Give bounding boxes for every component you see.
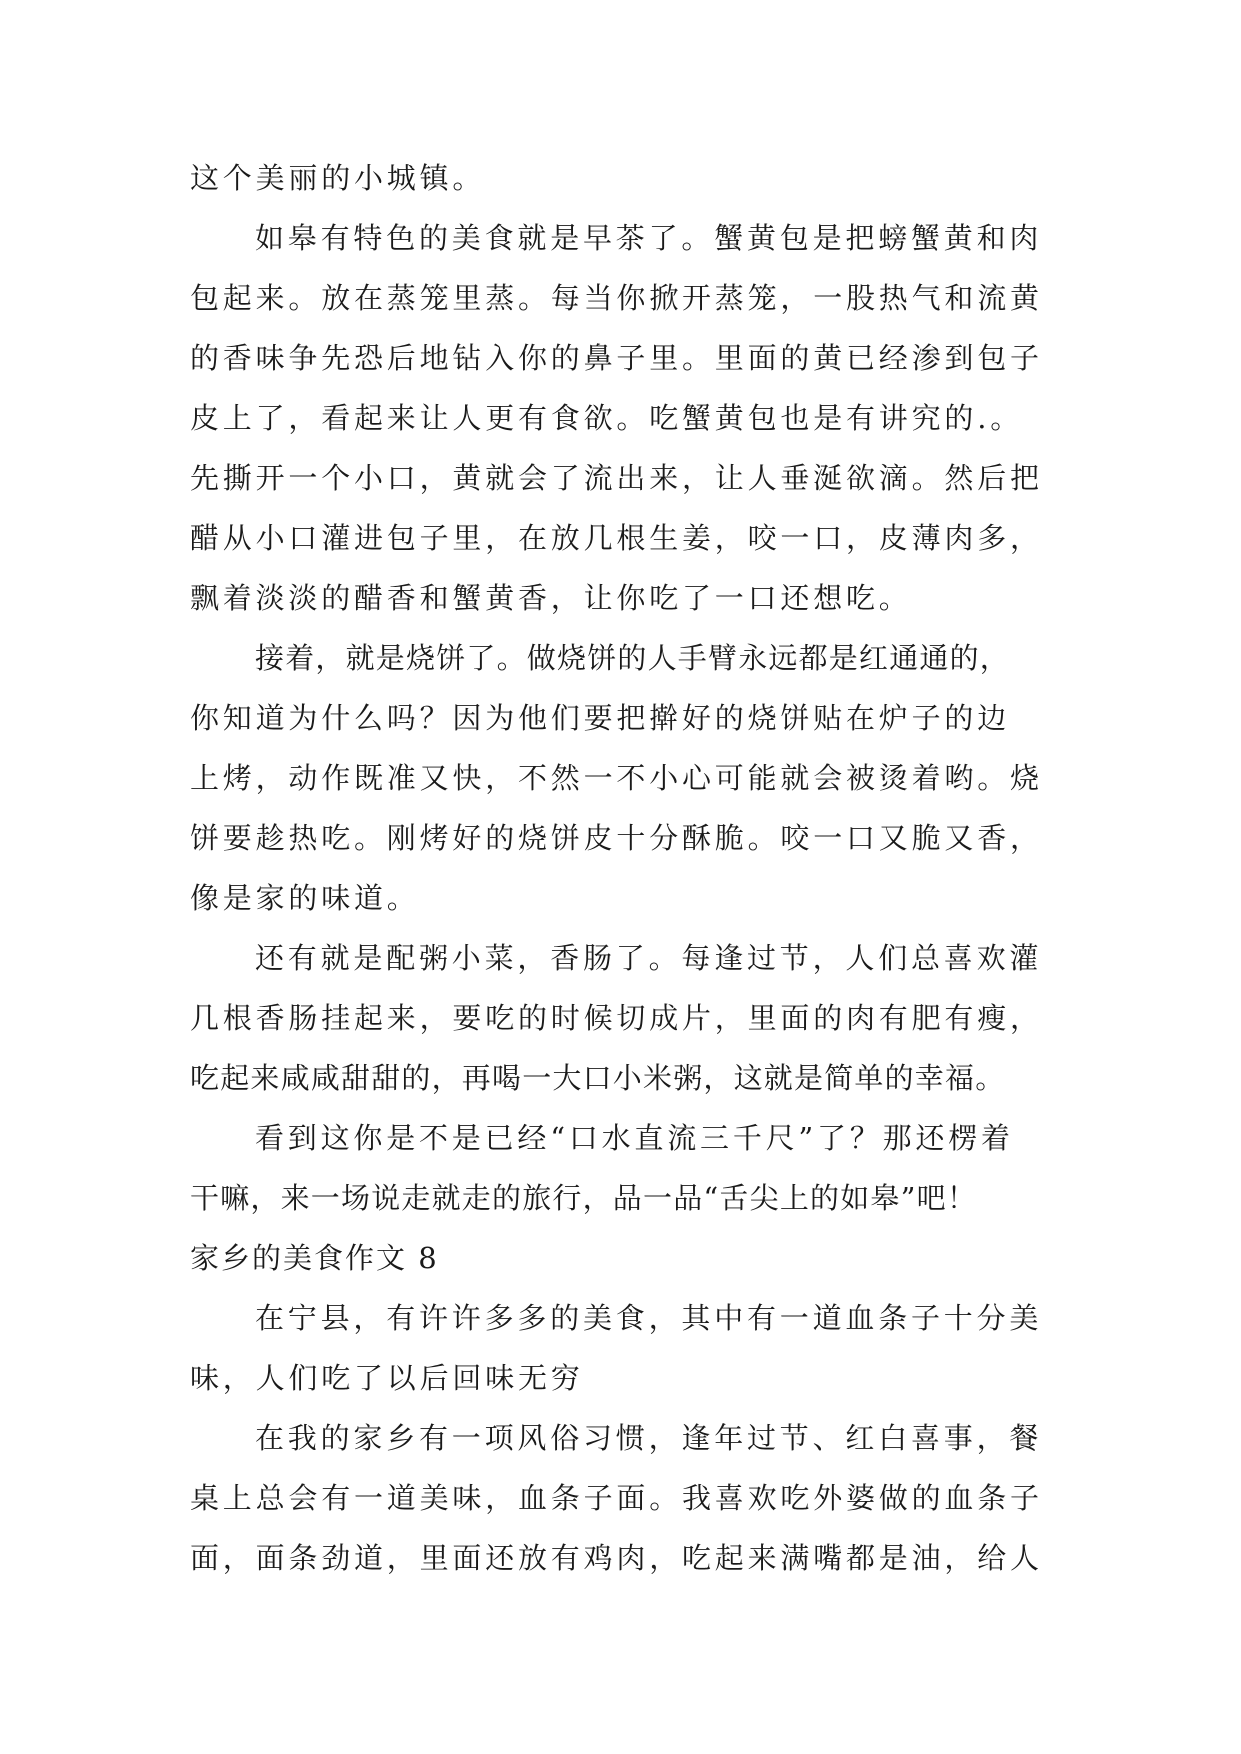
paragraph-start-line: 在我的家乡有一项风俗习惯，逢年过节、红白喜事，餐: [255, 1421, 1043, 1455]
text-line: 包起来。放在蒸笼里蒸。每当你掀开蒸笼，一股热气和流黄: [190, 281, 1043, 315]
text-line: 几根香肠挂起来，要吃的时候切成片，里面的肉有肥有瘦，: [190, 1001, 1043, 1035]
paragraph-start-line: 看到这你是不是已经“口水直流三千尺”了？那还楞着: [255, 1121, 1014, 1155]
paragraph-start-line: 还有就是配粥小菜，香肠了。每逢过节，人们总喜欢灌: [255, 941, 1043, 975]
text-line: 干嘛，来一场说走就走的旅行，品一品“舌尖上的如皋”吧！: [190, 1181, 978, 1215]
text-line: 皮上了，看起来让人更有食欲。吃蟹黄包也是有讲究的.。: [190, 401, 1024, 435]
text-line: 上烤，动作既准又快，不然一不小心可能就会被烫着哟。烧: [190, 761, 1043, 795]
text-line: 桌上总会有一道美味，血条子面。我喜欢吃外婆做的血条子: [190, 1481, 1043, 1515]
essay-body: [190, 148, 1052, 1588]
paragraph-start-line: 在宁县，有许许多多的美食，其中有一道血条子十分美: [255, 1301, 1043, 1335]
text-line: 的香味争先恐后地钻入你的鼻子里。里面的黄已经渗到包子: [190, 341, 1043, 375]
text-line: 这个美丽的小城镇。: [190, 161, 486, 195]
text-line: 像是家的味道。: [190, 881, 420, 915]
text-line: 味，人们吃了以后回味无穷: [190, 1361, 584, 1395]
text-line: 先撕开一个小口，黄就会了流出来，让人垂涎欲滴。然后把: [190, 461, 1043, 495]
text-line: 你知道为什么吗？因为他们要把擀好的烧饼贴在炉子的边: [190, 701, 1011, 735]
text-line: 醋从小口灌进包子里，在放几根生姜，咬一口，皮薄肉多，: [190, 521, 1043, 555]
section-heading: 家乡的美食作文 8: [190, 1241, 439, 1275]
paragraph-start-line: 接着，就是烧饼了。做烧饼的人手臂永远都是红通通的，: [255, 641, 1011, 675]
text-line: 饼要趁热吃。刚烤好的烧饼皮十分酥脆。咬一口又脆又香，: [190, 821, 1043, 855]
text-line: 吃起来咸咸甜甜的，再喝一大口小米粥，这就是简单的幸福。: [190, 1061, 1006, 1095]
text-line: 面，面条劲道，里面还放有鸡肉，吃起来满嘴都是油，给人: [190, 1541, 1043, 1575]
paragraph-start-line: 如皋有特色的美食就是早茶了。蟹黄包是把螃蟹黄和肉: [255, 221, 1043, 255]
text-line: 飘着淡淡的醋香和蟹黄香，让你吃了一口还想吃。: [190, 581, 912, 615]
